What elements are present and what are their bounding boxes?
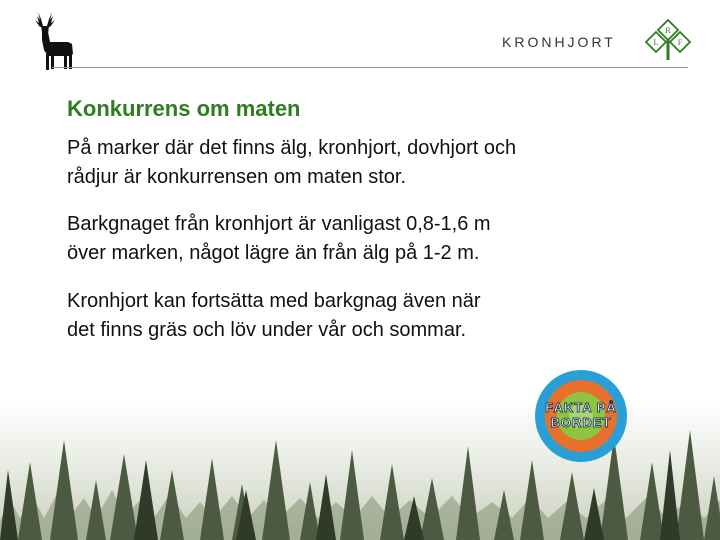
paragraph-season: [67, 287, 627, 345]
header-divider: [52, 67, 688, 68]
paragraph-line: Kronhjort kan fortsätta med barkgnag även när: [67, 290, 481, 312]
badge-line-1: FAKTA PÅ: [545, 400, 617, 415]
paragraph-line: det finns gräs och löv under vår och sommar.: [67, 319, 467, 341]
badge-line-2: BORDET: [550, 415, 612, 430]
fakta-pa-bordet-badge: [534, 369, 628, 463]
paragraph-line: rådjur är konkurrensen om maten stor.: [67, 166, 407, 188]
lrf-letter-l: L: [653, 38, 659, 47]
paragraph-competition: [67, 134, 627, 192]
paragraph-line: över marken, något lägre än från älg på 1-2 m.: [67, 242, 480, 264]
lrf-letter-r: R: [665, 26, 671, 35]
paragraph-line: På marker där det finns älg, kronhjort, dovhjort och: [67, 137, 517, 159]
lrf-emblem-icon: [644, 18, 692, 62]
paragraph-bark-height: [67, 210, 627, 268]
paragraph-line: Barkgnaget från kronhjort är vanligast 0,8-1,6 m: [67, 213, 491, 235]
slide-title: Konkurrens om maten: [67, 96, 301, 121]
deer-silhouette-icon: [24, 10, 80, 70]
brand-wordmark: KRONHJORT: [502, 34, 616, 50]
lrf-letter-f: F: [677, 38, 683, 47]
